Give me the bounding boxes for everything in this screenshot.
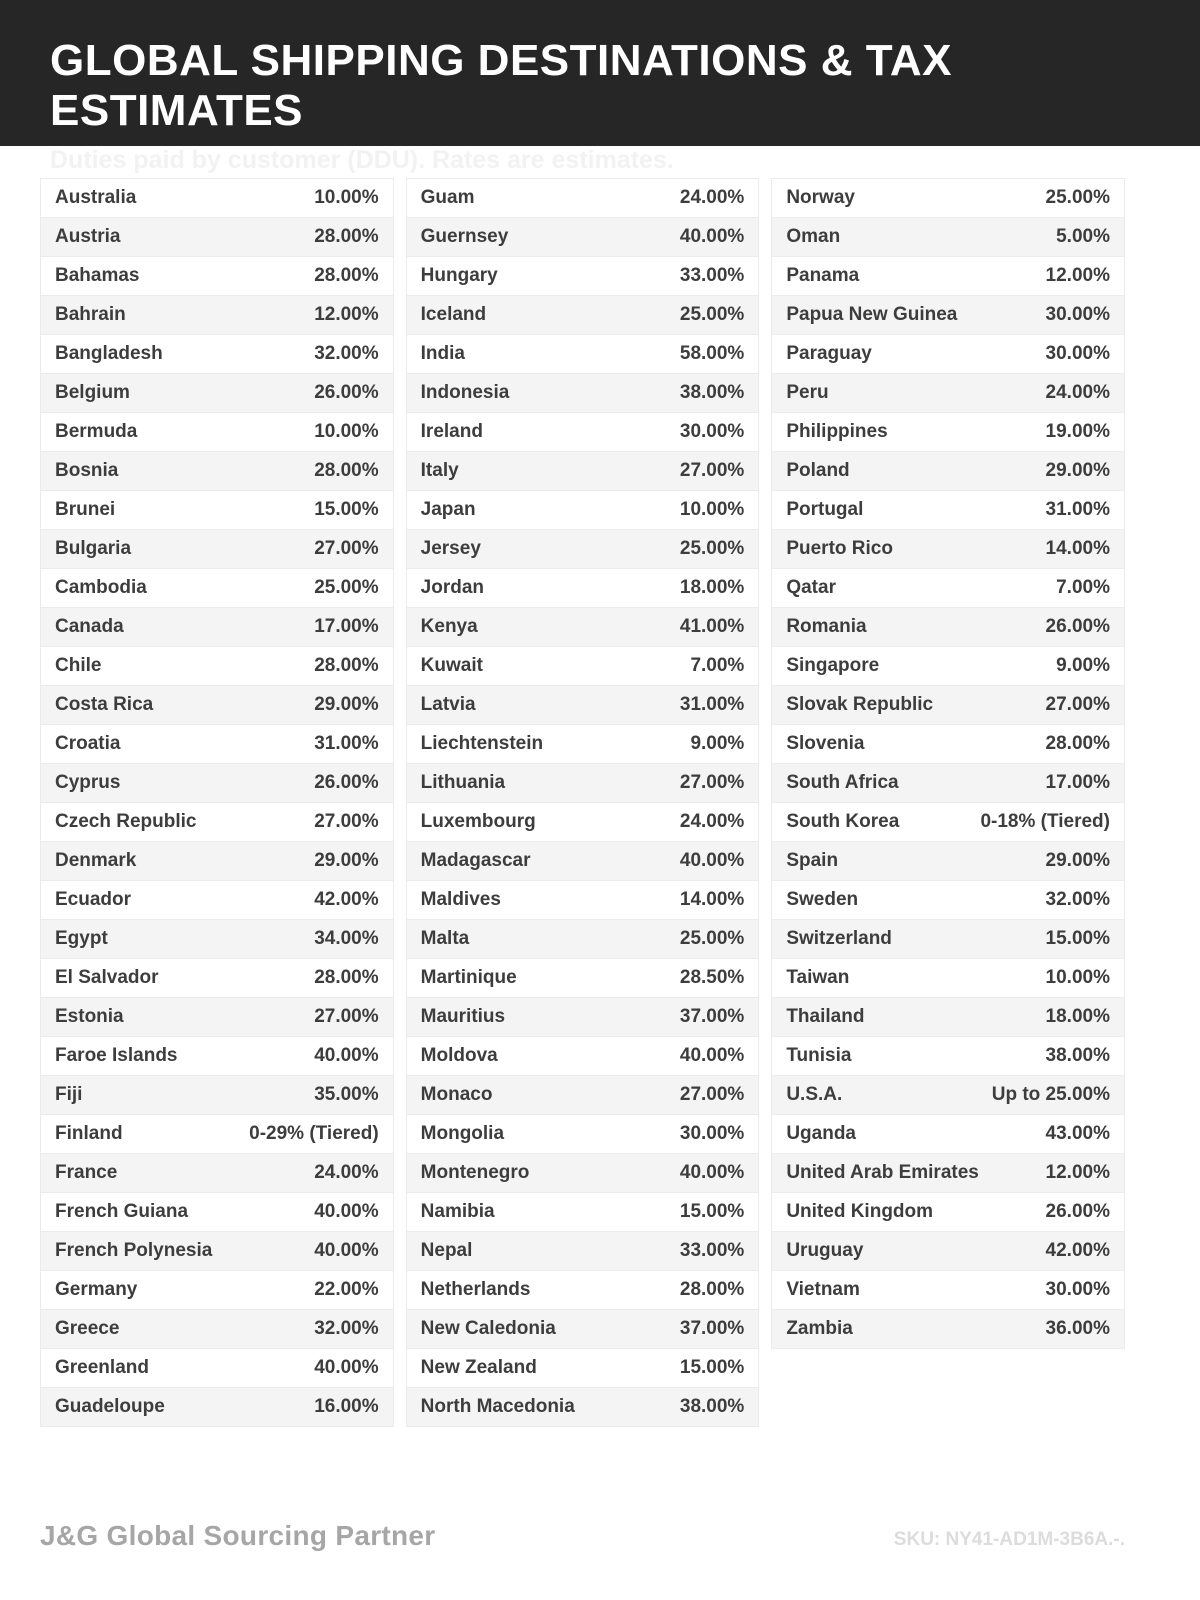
- table-row: [40, 919, 394, 959]
- sku-label: SKU: NY41-AD1M-3B6A.-.: [893, 1529, 1125, 1550]
- table-row: [40, 646, 394, 686]
- country-name: Latvia: [420, 694, 476, 715]
- table-row: [771, 1036, 1125, 1076]
- table-row: [771, 217, 1125, 257]
- country-name: Netherlands: [420, 1279, 531, 1300]
- country-name: Kenya: [420, 616, 478, 637]
- rate-value: 26.00%: [1045, 1201, 1110, 1222]
- page-title: GLOBAL SHIPPING DESTINATIONS & TAX ESTIMATES: [50, 36, 952, 135]
- table-row: [40, 685, 394, 725]
- country-name: French Polynesia: [55, 1240, 213, 1261]
- table-row: [40, 724, 394, 764]
- country-name: Moldova: [420, 1045, 498, 1066]
- country-name: Switzerland: [786, 928, 892, 949]
- table-row: [40, 1348, 394, 1388]
- rate-value: 24.00%: [314, 1162, 379, 1183]
- rate-value: 33.00%: [679, 265, 745, 286]
- table-row: [771, 802, 1125, 842]
- country-name: South Africa: [786, 772, 899, 793]
- country-name: El Salvador: [55, 967, 159, 988]
- rate-value: 28.00%: [314, 226, 379, 247]
- country-name: Oman: [786, 226, 841, 247]
- rate-value: 9.00%: [1056, 655, 1110, 676]
- country-name: Qatar: [786, 577, 836, 598]
- country-name: South Korea: [786, 811, 900, 832]
- country-name: French Guiana: [55, 1201, 189, 1222]
- rate-value: 0-18% (Tiered): [980, 811, 1110, 832]
- rate-value: 40.00%: [314, 1201, 379, 1222]
- table-row: [40, 1270, 394, 1310]
- table-row: [771, 919, 1125, 959]
- rate-value: 38.00%: [679, 1396, 745, 1417]
- rate-value: 35.00%: [314, 1084, 379, 1105]
- rate-value: 32.00%: [1045, 889, 1110, 910]
- country-name: Jordan: [420, 577, 485, 598]
- table-row: [406, 529, 760, 569]
- table-row: [406, 763, 760, 803]
- rate-value: 10.00%: [1045, 967, 1110, 988]
- country-name: Martinique: [420, 967, 517, 988]
- country-name: Monaco: [420, 1084, 493, 1105]
- country-name: Greece: [55, 1318, 120, 1339]
- rate-value: 43.00%: [1045, 1123, 1110, 1144]
- country-name: Guernsey: [420, 226, 509, 247]
- rate-value: 31.00%: [679, 694, 745, 715]
- country-name: Denmark: [55, 850, 137, 871]
- country-name: Malta: [420, 928, 470, 949]
- rate-value: 34.00%: [314, 928, 379, 949]
- table-row: [771, 451, 1125, 491]
- rate-value: 42.00%: [314, 889, 379, 910]
- country-name: Sweden: [786, 889, 859, 910]
- rate-value: 24.00%: [1045, 382, 1110, 403]
- country-name: Portugal: [786, 499, 864, 520]
- rate-value: 27.00%: [679, 460, 745, 481]
- rate-value: 29.00%: [1045, 460, 1110, 481]
- rate-value: 24.00%: [679, 187, 745, 208]
- rate-value: 25.00%: [679, 538, 745, 559]
- country-name: Indonesia: [420, 382, 510, 403]
- country-name: Papua New Guinea: [786, 304, 958, 325]
- country-name: North Macedonia: [420, 1396, 575, 1417]
- table-row: [40, 1387, 394, 1427]
- table-row: [406, 958, 760, 998]
- rate-value: 27.00%: [679, 1084, 745, 1105]
- table-row: [40, 412, 394, 452]
- rate-value: 18.00%: [679, 577, 745, 598]
- table-row: [406, 607, 760, 647]
- country-name: Thailand: [786, 1006, 865, 1027]
- rate-value: 28.00%: [314, 460, 379, 481]
- rate-value: 40.00%: [679, 850, 745, 871]
- rate-value: 25.00%: [679, 304, 745, 325]
- country-name: Austria: [55, 226, 121, 247]
- rate-value: 17.00%: [1045, 772, 1110, 793]
- country-name: Lithuania: [420, 772, 506, 793]
- rate-value: 10.00%: [314, 421, 379, 442]
- rate-value: 31.00%: [314, 733, 379, 754]
- brand-name: J&G Global Sourcing Partner: [40, 1520, 436, 1551]
- table-row: [771, 1309, 1125, 1349]
- rate-value: 25.00%: [679, 928, 745, 949]
- country-name: Maldives: [420, 889, 501, 910]
- table-row: [406, 451, 760, 491]
- country-name: Faroe Islands: [55, 1045, 178, 1066]
- country-name: Philippines: [786, 421, 888, 442]
- page-subtitle: Duties paid by customer (DDU). Rates are estimates.: [50, 146, 674, 174]
- table-row: [771, 412, 1125, 452]
- rate-value: 15.00%: [679, 1201, 745, 1222]
- country-name: Cyprus: [55, 772, 121, 793]
- rate-column-3: [771, 178, 1125, 1349]
- rate-value: 58.00%: [679, 343, 745, 364]
- table-row: [771, 724, 1125, 764]
- rate-value: 5.00%: [1056, 226, 1110, 247]
- country-name: Germany: [55, 1279, 138, 1300]
- table-row: [406, 217, 760, 257]
- rate-value: 38.00%: [1045, 1045, 1110, 1066]
- rate-value: 15.00%: [679, 1357, 745, 1378]
- rate-value: 25.00%: [314, 577, 379, 598]
- rate-value: 28.00%: [314, 265, 379, 286]
- country-name: Bosnia: [55, 460, 119, 481]
- country-name: Zambia: [786, 1318, 853, 1339]
- rate-value: 36.00%: [1045, 1318, 1110, 1339]
- table-row: [771, 295, 1125, 335]
- country-name: Japan: [420, 499, 476, 520]
- table-row: [406, 295, 760, 335]
- rate-value: 10.00%: [679, 499, 745, 520]
- table-row: [40, 373, 394, 413]
- table-row: [40, 1309, 394, 1349]
- table-row: [406, 646, 760, 686]
- table-row: [406, 1036, 760, 1076]
- country-name: Bangladesh: [55, 343, 163, 364]
- table-row: [406, 178, 760, 218]
- rate-value: 25.00%: [1045, 187, 1110, 208]
- rate-column-1: [40, 178, 394, 1427]
- table-row: [406, 373, 760, 413]
- country-name: Spain: [786, 850, 839, 871]
- table-row: [40, 841, 394, 881]
- rate-value: 27.00%: [314, 811, 379, 832]
- country-name: Bahrain: [55, 304, 126, 325]
- table-row: [40, 997, 394, 1037]
- rate-value: 31.00%: [1045, 499, 1110, 520]
- table-row: [406, 568, 760, 608]
- country-name: Slovak Republic: [786, 694, 934, 715]
- country-name: Luxembourg: [420, 811, 536, 832]
- country-name: Ecuador: [55, 889, 132, 910]
- table-row: [771, 1231, 1125, 1271]
- table-row: [40, 1114, 394, 1154]
- table-row: [406, 1387, 760, 1427]
- rate-value: 15.00%: [1045, 928, 1110, 949]
- rate-value: 40.00%: [314, 1357, 379, 1378]
- rate-value: 30.00%: [1045, 1279, 1110, 1300]
- table-row: [40, 451, 394, 491]
- country-name: Australia: [55, 187, 137, 208]
- rate-value: 38.00%: [679, 382, 745, 403]
- table-row: [771, 1114, 1125, 1154]
- country-name: Peru: [786, 382, 829, 403]
- rate-value: 14.00%: [679, 889, 745, 910]
- rate-column-2: [406, 178, 760, 1427]
- table-row: [406, 1075, 760, 1115]
- table-row: [771, 763, 1125, 803]
- rate-value: 12.00%: [1045, 265, 1110, 286]
- table-row: [406, 880, 760, 920]
- table-row: [40, 1231, 394, 1271]
- table-row: [406, 412, 760, 452]
- table-row: [771, 997, 1125, 1037]
- country-name: Greenland: [55, 1357, 149, 1378]
- country-name: Kuwait: [420, 655, 483, 676]
- rate-value: 16.00%: [314, 1396, 379, 1417]
- country-name: New Zealand: [420, 1357, 537, 1378]
- country-name: Jersey: [420, 538, 481, 559]
- country-name: India: [420, 343, 465, 364]
- table-row: [406, 919, 760, 959]
- country-name: Czech Republic: [55, 811, 197, 832]
- rate-value: 28.00%: [679, 1279, 745, 1300]
- rate-value: 37.00%: [679, 1006, 745, 1027]
- rate-value: 27.00%: [679, 772, 745, 793]
- table-row: [406, 802, 760, 842]
- rate-value: 26.00%: [314, 772, 379, 793]
- country-name: Mauritius: [420, 1006, 506, 1027]
- country-name: Iceland: [420, 304, 487, 325]
- country-name: Finland: [55, 1123, 123, 1144]
- table-row: [771, 178, 1125, 218]
- rate-value: 28.50%: [679, 967, 745, 988]
- table-row: [771, 958, 1125, 998]
- country-name: Puerto Rico: [786, 538, 893, 559]
- table-row: [40, 295, 394, 335]
- table-row: [406, 841, 760, 881]
- rate-value: 15.00%: [314, 499, 379, 520]
- table-row: [406, 724, 760, 764]
- table-row: [40, 568, 394, 608]
- country-name: Canada: [55, 616, 124, 637]
- country-name: Slovenia: [786, 733, 865, 754]
- table-row: [406, 997, 760, 1037]
- country-name: Croatia: [55, 733, 121, 754]
- rate-value: 27.00%: [314, 1006, 379, 1027]
- table-row: [40, 1036, 394, 1076]
- rate-value: 10.00%: [314, 187, 379, 208]
- table-row: [406, 1153, 760, 1193]
- rate-value: 40.00%: [679, 1045, 745, 1066]
- country-name: Vietnam: [786, 1279, 860, 1300]
- table-row: [40, 763, 394, 803]
- table-row: [771, 256, 1125, 296]
- country-name: Poland: [786, 460, 850, 481]
- rate-value: 0-29% (Tiered): [249, 1123, 379, 1144]
- rate-value: 32.00%: [314, 343, 379, 364]
- table-row: [406, 1192, 760, 1232]
- rate-value: 22.00%: [314, 1279, 379, 1300]
- rate-value: 32.00%: [314, 1318, 379, 1339]
- rate-value: 30.00%: [679, 421, 745, 442]
- country-name: Tunisia: [786, 1045, 852, 1066]
- table-row: [771, 1270, 1125, 1310]
- table-row: [40, 958, 394, 998]
- table-row: [771, 334, 1125, 374]
- rate-value: 30.00%: [679, 1123, 745, 1144]
- table-row: [40, 490, 394, 530]
- country-name: Guadeloupe: [55, 1396, 165, 1417]
- table-row: [406, 256, 760, 296]
- table-row: [406, 1348, 760, 1388]
- table-row: [771, 880, 1125, 920]
- rate-value: 12.00%: [1045, 1162, 1110, 1183]
- table-row: [771, 1153, 1125, 1193]
- table-row: [771, 1075, 1125, 1115]
- country-name: France: [55, 1162, 118, 1183]
- country-name: Estonia: [55, 1006, 124, 1027]
- country-name: Singapore: [786, 655, 880, 676]
- table-row: [40, 607, 394, 647]
- table-row: [40, 178, 394, 218]
- rate-value: 18.00%: [1045, 1006, 1110, 1027]
- rate-value: 28.00%: [1045, 733, 1110, 754]
- table-row: [40, 1153, 394, 1193]
- country-name: Nepal: [420, 1240, 473, 1261]
- table-row: [771, 1192, 1125, 1232]
- table-row: [771, 841, 1125, 881]
- country-name: Uruguay: [786, 1240, 864, 1261]
- table-row: [40, 1075, 394, 1115]
- rate-value: 30.00%: [1045, 304, 1110, 325]
- country-name: Panama: [786, 265, 860, 286]
- rate-value: 40.00%: [314, 1240, 379, 1261]
- rate-value: 33.00%: [679, 1240, 745, 1261]
- rate-value: 7.00%: [690, 655, 745, 676]
- rate-value: 42.00%: [1045, 1240, 1110, 1261]
- rate-value: 27.00%: [1045, 694, 1110, 715]
- country-name: Namibia: [420, 1201, 495, 1222]
- table-row: [406, 1309, 760, 1349]
- rate-value: 40.00%: [679, 226, 745, 247]
- rate-value: 40.00%: [314, 1045, 379, 1066]
- table-row: [40, 529, 394, 569]
- rate-value: Up to 25.00%: [991, 1084, 1110, 1105]
- table-row: [40, 217, 394, 257]
- country-name: Madagascar: [420, 850, 531, 871]
- rate-value: 29.00%: [314, 694, 379, 715]
- country-name: New Caledonia: [420, 1318, 556, 1339]
- table-row: [40, 1192, 394, 1232]
- page-header: [0, 0, 1200, 174]
- rate-value: 26.00%: [1045, 616, 1110, 637]
- rate-value: 9.00%: [690, 733, 745, 754]
- table-row: [406, 1114, 760, 1154]
- country-name: Liechtenstein: [420, 733, 544, 754]
- country-name: Chile: [55, 655, 102, 676]
- rate-value: 26.00%: [314, 382, 379, 403]
- table-row: [771, 490, 1125, 530]
- table-row: [40, 880, 394, 920]
- country-name: Paraguay: [786, 343, 872, 364]
- country-name: Bermuda: [55, 421, 138, 442]
- table-row: [771, 373, 1125, 413]
- country-name: Hungary: [420, 265, 498, 286]
- rate-value: 30.00%: [1045, 343, 1110, 364]
- country-name: Norway: [786, 187, 855, 208]
- table-row: [771, 529, 1125, 569]
- table-row: [406, 334, 760, 374]
- country-name: Ireland: [420, 421, 483, 442]
- country-name: Cambodia: [55, 577, 147, 598]
- table-row: [406, 490, 760, 530]
- page-footer: [40, 1520, 1125, 1552]
- country-name: United Arab Emirates: [786, 1162, 979, 1183]
- country-name: Guam: [420, 187, 475, 208]
- table-row: [40, 802, 394, 842]
- table-row: [40, 256, 394, 296]
- country-name: United Kingdom: [786, 1201, 934, 1222]
- table-row: [406, 685, 760, 725]
- country-name: U.S.A.: [786, 1084, 843, 1105]
- country-name: Montenegro: [420, 1162, 530, 1183]
- country-name: Italy: [420, 460, 459, 481]
- rate-value: 28.00%: [314, 967, 379, 988]
- country-name: Egypt: [55, 928, 108, 949]
- table-row: [771, 646, 1125, 686]
- table-row: [771, 685, 1125, 725]
- rate-value: 29.00%: [314, 850, 379, 871]
- table-row: [406, 1270, 760, 1310]
- country-name: Belgium: [55, 382, 130, 403]
- country-name: Fiji: [55, 1084, 83, 1105]
- rates-table: [40, 178, 1125, 1427]
- rate-value: 7.00%: [1056, 577, 1110, 598]
- rate-value: 17.00%: [314, 616, 379, 637]
- country-name: Bahamas: [55, 265, 140, 286]
- rate-value: 24.00%: [679, 811, 745, 832]
- table-row: [771, 568, 1125, 608]
- country-name: Costa Rica: [55, 694, 154, 715]
- table-row: [771, 607, 1125, 647]
- rate-value: 28.00%: [314, 655, 379, 676]
- rate-value: 27.00%: [314, 538, 379, 559]
- rate-value: 29.00%: [1045, 850, 1110, 871]
- rate-value: 37.00%: [679, 1318, 745, 1339]
- rate-value: 12.00%: [314, 304, 379, 325]
- country-name: Bulgaria: [55, 538, 132, 559]
- rate-value: 14.00%: [1045, 538, 1110, 559]
- rate-value: 41.00%: [679, 616, 745, 637]
- country-name: Uganda: [786, 1123, 857, 1144]
- country-name: Taiwan: [786, 967, 850, 988]
- table-row: [40, 334, 394, 374]
- country-name: Romania: [786, 616, 867, 637]
- country-name: Brunei: [55, 499, 116, 520]
- country-name: Mongolia: [420, 1123, 505, 1144]
- rate-value: 40.00%: [679, 1162, 745, 1183]
- rate-value: 19.00%: [1045, 421, 1110, 442]
- table-row: [406, 1231, 760, 1271]
